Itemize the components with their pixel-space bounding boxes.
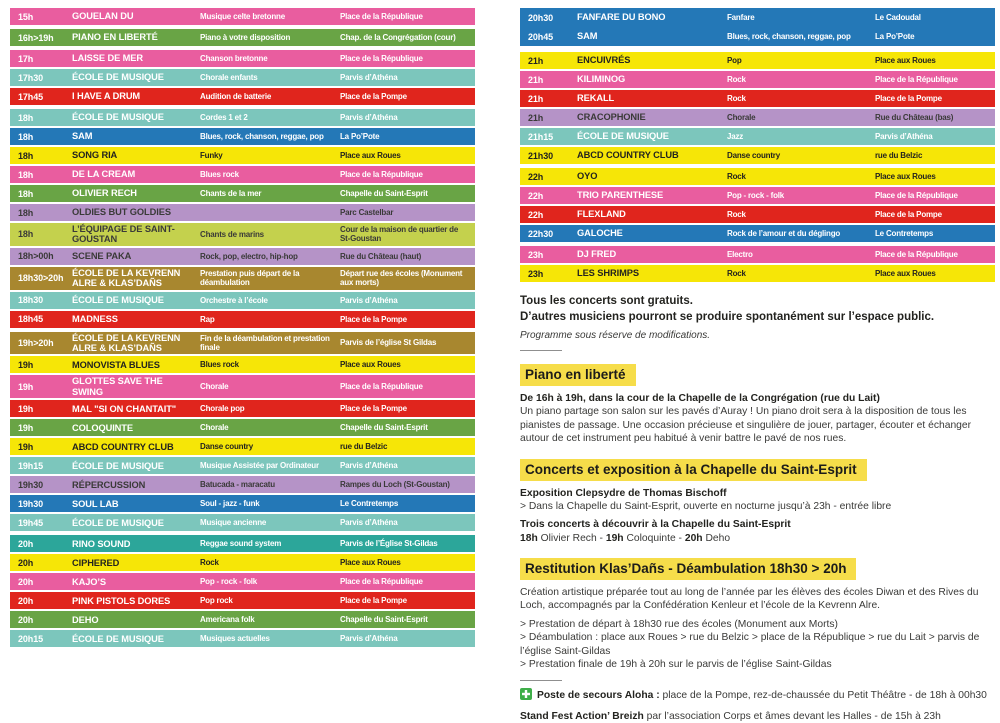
row-time: 20h	[18, 557, 34, 568]
row-artist: REKALL	[577, 93, 615, 104]
row-genre: Chorale	[727, 112, 756, 122]
section-text-segment: Deho	[705, 532, 731, 544]
row-location: Chapelle du Saint-Esprit	[340, 423, 428, 433]
row-location: La Po’Pote	[875, 31, 915, 41]
row-artist: CIPHERED	[72, 557, 120, 568]
row-time: 18h	[18, 229, 34, 240]
row-time: 20h	[18, 614, 34, 625]
row-location: Parc Castelbar	[340, 207, 394, 217]
row-artist: SAM	[577, 31, 598, 42]
section-line	[520, 658, 992, 671]
row-artist: OLDIES BUT GOLDIES	[72, 207, 171, 218]
section-text-segment: > Déambulation : place aux Roues > rue du Belzic > place de la République > rue du Lait > parvis de l’église Saint-Gildas	[520, 632, 980, 657]
row-artist: FLEXLAND	[577, 209, 626, 220]
row-location: Parvis de l’Église St-Gildas	[340, 539, 438, 549]
row-time: 22h	[528, 209, 544, 220]
row-location: Place de la République	[340, 577, 423, 587]
row-location: Place de la République	[340, 11, 423, 21]
section-text-segment: De 16h à 19h, dans la cour de la Chapelle de la Congrégation (rue du Lait)	[520, 393, 880, 405]
schedule-group	[520, 52, 995, 164]
schedule-group	[10, 29, 475, 46]
row-artist: LAISSE DE MER	[72, 53, 144, 64]
row-genre: Funky	[200, 150, 223, 160]
row-artist: LES SHRIMPS	[577, 268, 639, 279]
schedule-group	[10, 332, 475, 532]
row-artist: OYO	[577, 171, 598, 182]
row-artist: FANFARE DU BONO	[577, 12, 666, 23]
row-time: 18h	[18, 188, 34, 199]
row-genre: Chants de la mer	[200, 188, 262, 198]
schedule-row	[10, 248, 475, 265]
row-artist: GOUELAN DU	[72, 11, 134, 22]
schedule-row	[10, 332, 475, 355]
row-time: 18h	[18, 131, 34, 142]
row-artist: SOUL LAB	[72, 498, 119, 509]
row-location: rue du Belzic	[875, 150, 923, 160]
row-genre: Rock	[727, 74, 746, 84]
schedule-row	[520, 265, 995, 282]
row-location: Place de la Pompe	[340, 91, 407, 101]
row-location: Place aux Roues	[875, 268, 936, 278]
row-time: 17h45	[18, 91, 44, 102]
row-location: Parvis de l’église St Gildas	[340, 338, 437, 348]
note-disclaimer: Programme sous réserve de modifications.	[520, 330, 711, 342]
row-time: 20h	[18, 595, 34, 606]
section-text-segment: 19h	[605, 532, 627, 544]
schedule-row	[10, 88, 475, 105]
row-genre: Rock, pop, electro, hip-hop	[200, 251, 298, 261]
row-time: 19h	[18, 381, 34, 392]
row-genre: Pop	[727, 55, 742, 65]
row-time: 19h	[18, 422, 34, 433]
row-time: 21h	[528, 74, 544, 85]
section-line	[520, 618, 992, 631]
row-genre: Chorale pop	[200, 404, 245, 414]
row-artist: ABCD COUNTRY CLUB	[577, 150, 679, 161]
row-artist: ÉCOLE DE LA KEVRENN ALRE & KLAS’DAÑS	[72, 332, 181, 354]
row-time: 19h	[18, 403, 34, 414]
row-location: Rue du Château (haut)	[340, 251, 422, 261]
section-text-segment: 18h	[520, 532, 541, 544]
row-genre: Rock	[727, 268, 746, 278]
row-genre: Blues, rock, chanson, reggae, pop	[200, 131, 324, 141]
row-location: Parvis d’Athéna	[340, 634, 398, 644]
row-location: Parvis d’Athéna	[340, 112, 398, 122]
row-artist: ABCD COUNTRY CLUB	[72, 441, 174, 452]
row-time: 21h	[528, 112, 544, 123]
row-location: Parvis d’Athéna	[875, 131, 933, 141]
row-time: 15h	[18, 11, 34, 22]
row-artist: PIANO EN LIBERTÉ	[72, 32, 158, 43]
row-genre: Musique Assistée par Ordinateur	[200, 461, 319, 471]
info-sections	[520, 357, 995, 671]
row-genre: Pop rock	[200, 596, 233, 606]
note-free-concerts: Tous les concerts sont gratuits.	[520, 295, 693, 307]
section-line	[520, 405, 992, 445]
schedule-row	[520, 206, 995, 223]
row-genre: Musique ancienne	[200, 518, 267, 528]
row-location: Place aux Roues	[340, 150, 401, 160]
row-time: 19h	[18, 441, 34, 452]
row-location: Place de la République	[875, 190, 958, 200]
general-notes	[520, 294, 995, 351]
row-artist: ÉCOLE DE MUSIQUE	[72, 517, 164, 528]
row-location: Place de la République	[875, 74, 958, 84]
row-location: Place de la République	[340, 382, 423, 392]
row-time: 22h	[528, 190, 544, 201]
schedule-row	[10, 375, 475, 398]
row-time: 19h	[18, 359, 34, 370]
note-spontaneous: D’autres musiciens pourront se produire spontanément sur l’espace public.	[520, 310, 935, 323]
row-location: Parvis d’Athéna	[340, 72, 398, 82]
row-location: Rue du Château (bas)	[875, 112, 954, 122]
row-genre: Rap	[200, 314, 215, 324]
section-line	[520, 487, 992, 500]
row-genre: Blues, rock, chanson, reggae, pop	[727, 31, 851, 41]
row-location: Place de la Pompe	[340, 404, 407, 414]
section-text-segment: Un piano partage son salon sur les pavés d’Auray ! Un piano droit sera à la disposition de tous les pianistes de passage. Une occasion précieuse et singulière de jouer, partager, écouter et échanger autour de cet instrument peu habitué à venir battre le pavé de nos rues.	[520, 406, 972, 445]
row-artist: ÉCOLE DE MUSIQUE	[72, 460, 164, 471]
row-artist: PINK PISTOLS DORES	[72, 595, 171, 606]
right-column	[520, 8, 995, 723]
schedule-row	[10, 29, 475, 46]
row-genre: Musiques actuelles	[200, 634, 270, 644]
row-location: Place de la Pompe	[875, 93, 942, 103]
row-genre: Rock	[727, 209, 746, 219]
row-location: Parvis d’Athéna	[340, 295, 398, 305]
row-time: 20h15	[18, 633, 44, 644]
row-time: 18h45	[18, 314, 44, 325]
row-genre: Chorale	[200, 423, 229, 433]
row-artist: KILIMINOG	[577, 74, 626, 85]
schedule-group	[520, 8, 995, 46]
schedule-row	[520, 109, 995, 126]
schedule-row	[10, 185, 475, 202]
row-time: 20h	[18, 538, 34, 549]
row-artist: MAL "SI ON CHANTAIT"	[72, 403, 177, 414]
row-artist: ÉCOLE DE MUSIQUE	[72, 112, 164, 123]
row-location: Place de la République	[340, 53, 423, 63]
row-artist: TRIO PARENTHESE	[577, 190, 664, 201]
row-artist: COLOQUINTE	[72, 422, 133, 433]
schedule-row	[520, 27, 995, 46]
schedule-row	[10, 611, 475, 628]
schedule-row	[10, 457, 475, 474]
section-heading: Restitution Klas’Dañs - Déambulation 18h30 > 20h	[520, 558, 856, 580]
section-text-segment: Exposition Clepsydre de Thomas Bischoff	[520, 487, 727, 499]
row-artist: SCENE PAKA	[72, 251, 132, 262]
row-artist: ÉCOLE DE MUSIQUE	[577, 131, 669, 142]
schedule-row	[520, 168, 995, 185]
row-artist: CRACOPHONIE	[577, 112, 646, 123]
row-time: 19h30	[18, 479, 44, 490]
section-text-segment: Trois concerts à découvrir à la Chapelle du Saint-Esprit	[520, 519, 791, 531]
section-heading: Piano en liberté	[520, 364, 636, 386]
row-location: Place aux Roues	[875, 55, 936, 65]
stand-label: Stand Fest Action’ Breizh	[520, 710, 647, 722]
row-time: 18h	[18, 150, 34, 161]
row-genre: Audition de batterie	[200, 91, 272, 101]
schedule-group	[520, 168, 995, 242]
section-text-segment: Coloquinte -	[626, 532, 685, 544]
row-artist: ÉCOLE DE MUSIQUE	[72, 72, 164, 83]
row-time: 21h	[528, 55, 544, 66]
section-line	[520, 392, 992, 405]
row-location: Parvis d’Athéna	[340, 461, 398, 471]
schedule-row	[520, 246, 995, 263]
section-line	[520, 532, 992, 545]
schedule-row	[10, 356, 475, 373]
row-location: Chapelle du Saint-Esprit	[340, 188, 428, 198]
schedule-row	[10, 514, 475, 531]
schedule-row	[10, 554, 475, 571]
row-genre: Reggae sound system	[200, 539, 282, 549]
schedule-row	[520, 225, 995, 242]
schedule-row	[10, 592, 475, 609]
stand-line	[520, 710, 995, 723]
schedule-row	[520, 147, 995, 164]
row-time: 19h15	[18, 460, 44, 471]
row-genre: Pop - rock - folk	[727, 190, 785, 200]
schedule-row	[10, 69, 475, 86]
schedule-row	[10, 223, 475, 246]
divider	[520, 680, 562, 681]
row-genre: Danse country	[200, 442, 253, 452]
row-time: 23h	[528, 249, 544, 260]
row-time: 21h	[528, 93, 544, 104]
row-genre: Rock	[727, 171, 746, 181]
row-genre: Fin de la déambulation et prestation finale	[200, 333, 330, 353]
row-location: Rampes du Loch (St-Goustan)	[340, 480, 450, 490]
schedule-row	[10, 630, 475, 647]
row-location: Le Contretemps	[340, 499, 399, 509]
row-time: 20h45	[528, 31, 554, 42]
first-aid-line	[520, 688, 995, 702]
row-artist: ENCUIVRÉS	[577, 55, 631, 66]
schedule-row	[10, 166, 475, 183]
row-location: La Po’Pote	[340, 131, 380, 141]
row-location: Place de la République	[875, 249, 958, 259]
row-genre: Soul - jazz - funk	[200, 499, 260, 509]
schedule-group	[10, 109, 475, 328]
row-time: 23h	[528, 268, 544, 279]
row-artist: SAM	[72, 131, 93, 142]
row-time: 18h	[18, 207, 34, 218]
row-artist: KAJO’S	[72, 576, 107, 587]
row-genre: Electro	[727, 249, 753, 259]
row-time: 19h>20h	[18, 338, 54, 349]
row-time: 18h30>20h	[18, 273, 64, 284]
row-genre: Blues rock	[200, 360, 239, 370]
schedule-row	[10, 147, 475, 164]
row-time: 22h30	[528, 228, 554, 239]
row-artist: RÉPERCUSSION	[72, 479, 146, 490]
row-artist: SONG RIA	[72, 150, 118, 161]
row-genre: Americana folk	[200, 615, 255, 625]
schedule-row	[10, 267, 475, 290]
schedule-group	[520, 246, 995, 282]
row-time: 18h30	[18, 295, 44, 306]
row-artist: RINO SOUND	[72, 538, 131, 549]
row-genre: Batucada - maracatu	[200, 480, 275, 490]
row-location: Parvis d’Athéna	[340, 518, 398, 528]
section-text-segment: Création artistique préparée tout au long de l’année par les élèves des écoles Diwan et des Rives du Loch, accompagnés par la Confédération Kenleur et l’école de la Kevrenn Alre.	[520, 587, 979, 612]
schedule-row	[520, 8, 995, 27]
row-artist: DJ FRED	[577, 249, 617, 260]
row-location: Le Contretemps	[875, 228, 934, 238]
section-text-segment: > Prestation finale de 19h à 20h sur le parvis de l’église Saint-Gildas	[520, 658, 832, 670]
row-genre: Prestation puis départ de la déambulation	[200, 269, 300, 288]
row-location: rue du Belzic	[340, 442, 388, 452]
row-genre: Pop - rock - folk	[200, 577, 258, 587]
info-section	[520, 551, 995, 671]
row-genre: Rock	[200, 558, 219, 568]
schedule-row	[520, 71, 995, 88]
row-artist: OLIVIER RECH	[72, 188, 137, 199]
row-genre: Rock	[727, 93, 746, 103]
row-artist: MADNESS	[72, 313, 118, 324]
schedule-row	[10, 400, 475, 417]
row-genre: Chorale	[200, 382, 229, 392]
schedule-row	[10, 573, 475, 590]
row-location: Place aux Roues	[875, 171, 936, 181]
section-text-segment: Olivier Rech -	[540, 532, 606, 544]
row-artist: I HAVE A DRUM	[72, 91, 141, 102]
stand-details: par l’association Corps et âmes devant les Halles - de 15h à 23h	[646, 710, 941, 722]
schedule-row	[10, 438, 475, 455]
row-time: 20h30	[528, 12, 554, 23]
row-time: 17h30	[18, 72, 44, 83]
row-location: Place de la République	[340, 169, 423, 179]
row-time: 18h	[18, 112, 34, 123]
schedule-row	[520, 52, 995, 69]
row-location: Départ rue des écoles (Monument aux morts)	[340, 269, 463, 288]
row-time: 18h>00h	[18, 251, 54, 262]
schedule-group	[10, 50, 475, 105]
row-artist: DEHO	[72, 614, 99, 625]
row-artist: GLOTTES SAVE THE SWING	[72, 376, 163, 397]
row-time: 22h	[528, 171, 544, 182]
row-artist: ÉCOLE DE LA KEVRENN ALRE & KLAS’DAÑS	[72, 267, 181, 289]
row-artist: MONOVISTA BLUES	[72, 359, 160, 370]
row-artist: GALOCHE	[577, 228, 623, 239]
divider	[520, 350, 562, 351]
info-section	[520, 357, 995, 446]
schedule-left-column	[10, 8, 475, 723]
schedule-row	[10, 495, 475, 512]
schedule-group	[10, 535, 475, 647]
section-line	[520, 631, 992, 658]
schedule-row	[10, 204, 475, 221]
first-aid-details: place de la Pompe, rez-de-chaussée du Petit Théâtre - de 18h à 00h30	[662, 690, 987, 702]
row-location: Chap. de la Congrégation (cour)	[340, 32, 456, 42]
row-time: 19h45	[18, 517, 44, 528]
row-genre: Blues rock	[200, 169, 239, 179]
section-line	[520, 500, 992, 513]
row-location: Chapelle du Saint-Esprit	[340, 615, 428, 625]
row-genre: Fanfare	[727, 12, 755, 22]
first-aid-label: Poste de secours Aloha :	[537, 690, 663, 702]
schedule-row	[10, 109, 475, 126]
row-time: 21h30	[528, 150, 554, 161]
schedule-row	[10, 419, 475, 436]
row-time: 17h	[18, 53, 34, 64]
section-line	[520, 586, 992, 613]
row-genre: Danse country	[727, 150, 780, 160]
schedule-row	[520, 128, 995, 145]
row-location: Cour de la maison de quartier de St-Goustan	[340, 225, 459, 244]
schedule-row	[520, 187, 995, 204]
row-genre: Musique celte bretonne	[200, 11, 285, 21]
row-artist: ÉCOLE DE MUSIQUE	[72, 633, 164, 644]
row-genre: Orchestre à l’école	[200, 295, 268, 305]
section-text-segment: 20h	[684, 532, 706, 544]
row-time: 19h30	[18, 498, 44, 509]
schedule-row	[520, 90, 995, 107]
row-genre: Piano à votre disposition	[200, 32, 291, 42]
row-location: Place aux Roues	[340, 360, 401, 370]
schedule-row	[10, 292, 475, 309]
row-artist: L’ÉQUIPAGE DE SAINT-GOUSTAN	[72, 224, 175, 245]
row-location: Place de la Pompe	[340, 314, 407, 324]
schedule-row	[10, 535, 475, 552]
schedule-right-column	[520, 8, 995, 282]
row-time: 21h15	[528, 131, 554, 142]
schedule-row	[10, 476, 475, 493]
row-genre: Jazz	[727, 131, 744, 141]
schedule-row	[10, 50, 475, 67]
row-genre: Cordes 1 et 2	[200, 112, 248, 122]
row-genre: Chants de marins	[200, 229, 264, 239]
row-genre: Chorale enfants	[200, 72, 258, 82]
first-aid-cross-icon	[520, 688, 532, 700]
row-location: Le Cadoudal	[875, 12, 921, 22]
row-location: Place de la Pompe	[875, 209, 942, 219]
schedule-row	[10, 128, 475, 145]
row-artist: DE LA CREAM	[72, 169, 136, 180]
row-genre: Chanson bretonne	[200, 53, 268, 63]
section-text-segment: > Prestation de départ à 18h30 rue des écoles (Monument aux Morts)	[520, 618, 838, 630]
schedule-row	[10, 311, 475, 328]
section-line	[520, 518, 992, 531]
row-genre: Rock de l’amour et du déglingo	[727, 228, 841, 238]
section-heading: Concerts et exposition à la Chapelle du Saint-Esprit	[520, 459, 867, 481]
row-time: 20h	[18, 576, 34, 587]
schedule-row	[10, 8, 475, 25]
row-location: Place de la Pompe	[340, 596, 407, 606]
schedule-group	[10, 8, 475, 25]
section-text-segment: > Dans la Chapelle du Saint-Esprit, ouverte en nocturne jusqu’à 23h - entrée libre	[520, 500, 892, 512]
row-time: 18h	[18, 169, 34, 180]
info-section	[520, 452, 995, 546]
row-time: 16h>19h	[18, 32, 54, 43]
row-artist: ÉCOLE DE MUSIQUE	[72, 294, 164, 305]
row-location: Place aux Roues	[340, 558, 401, 568]
